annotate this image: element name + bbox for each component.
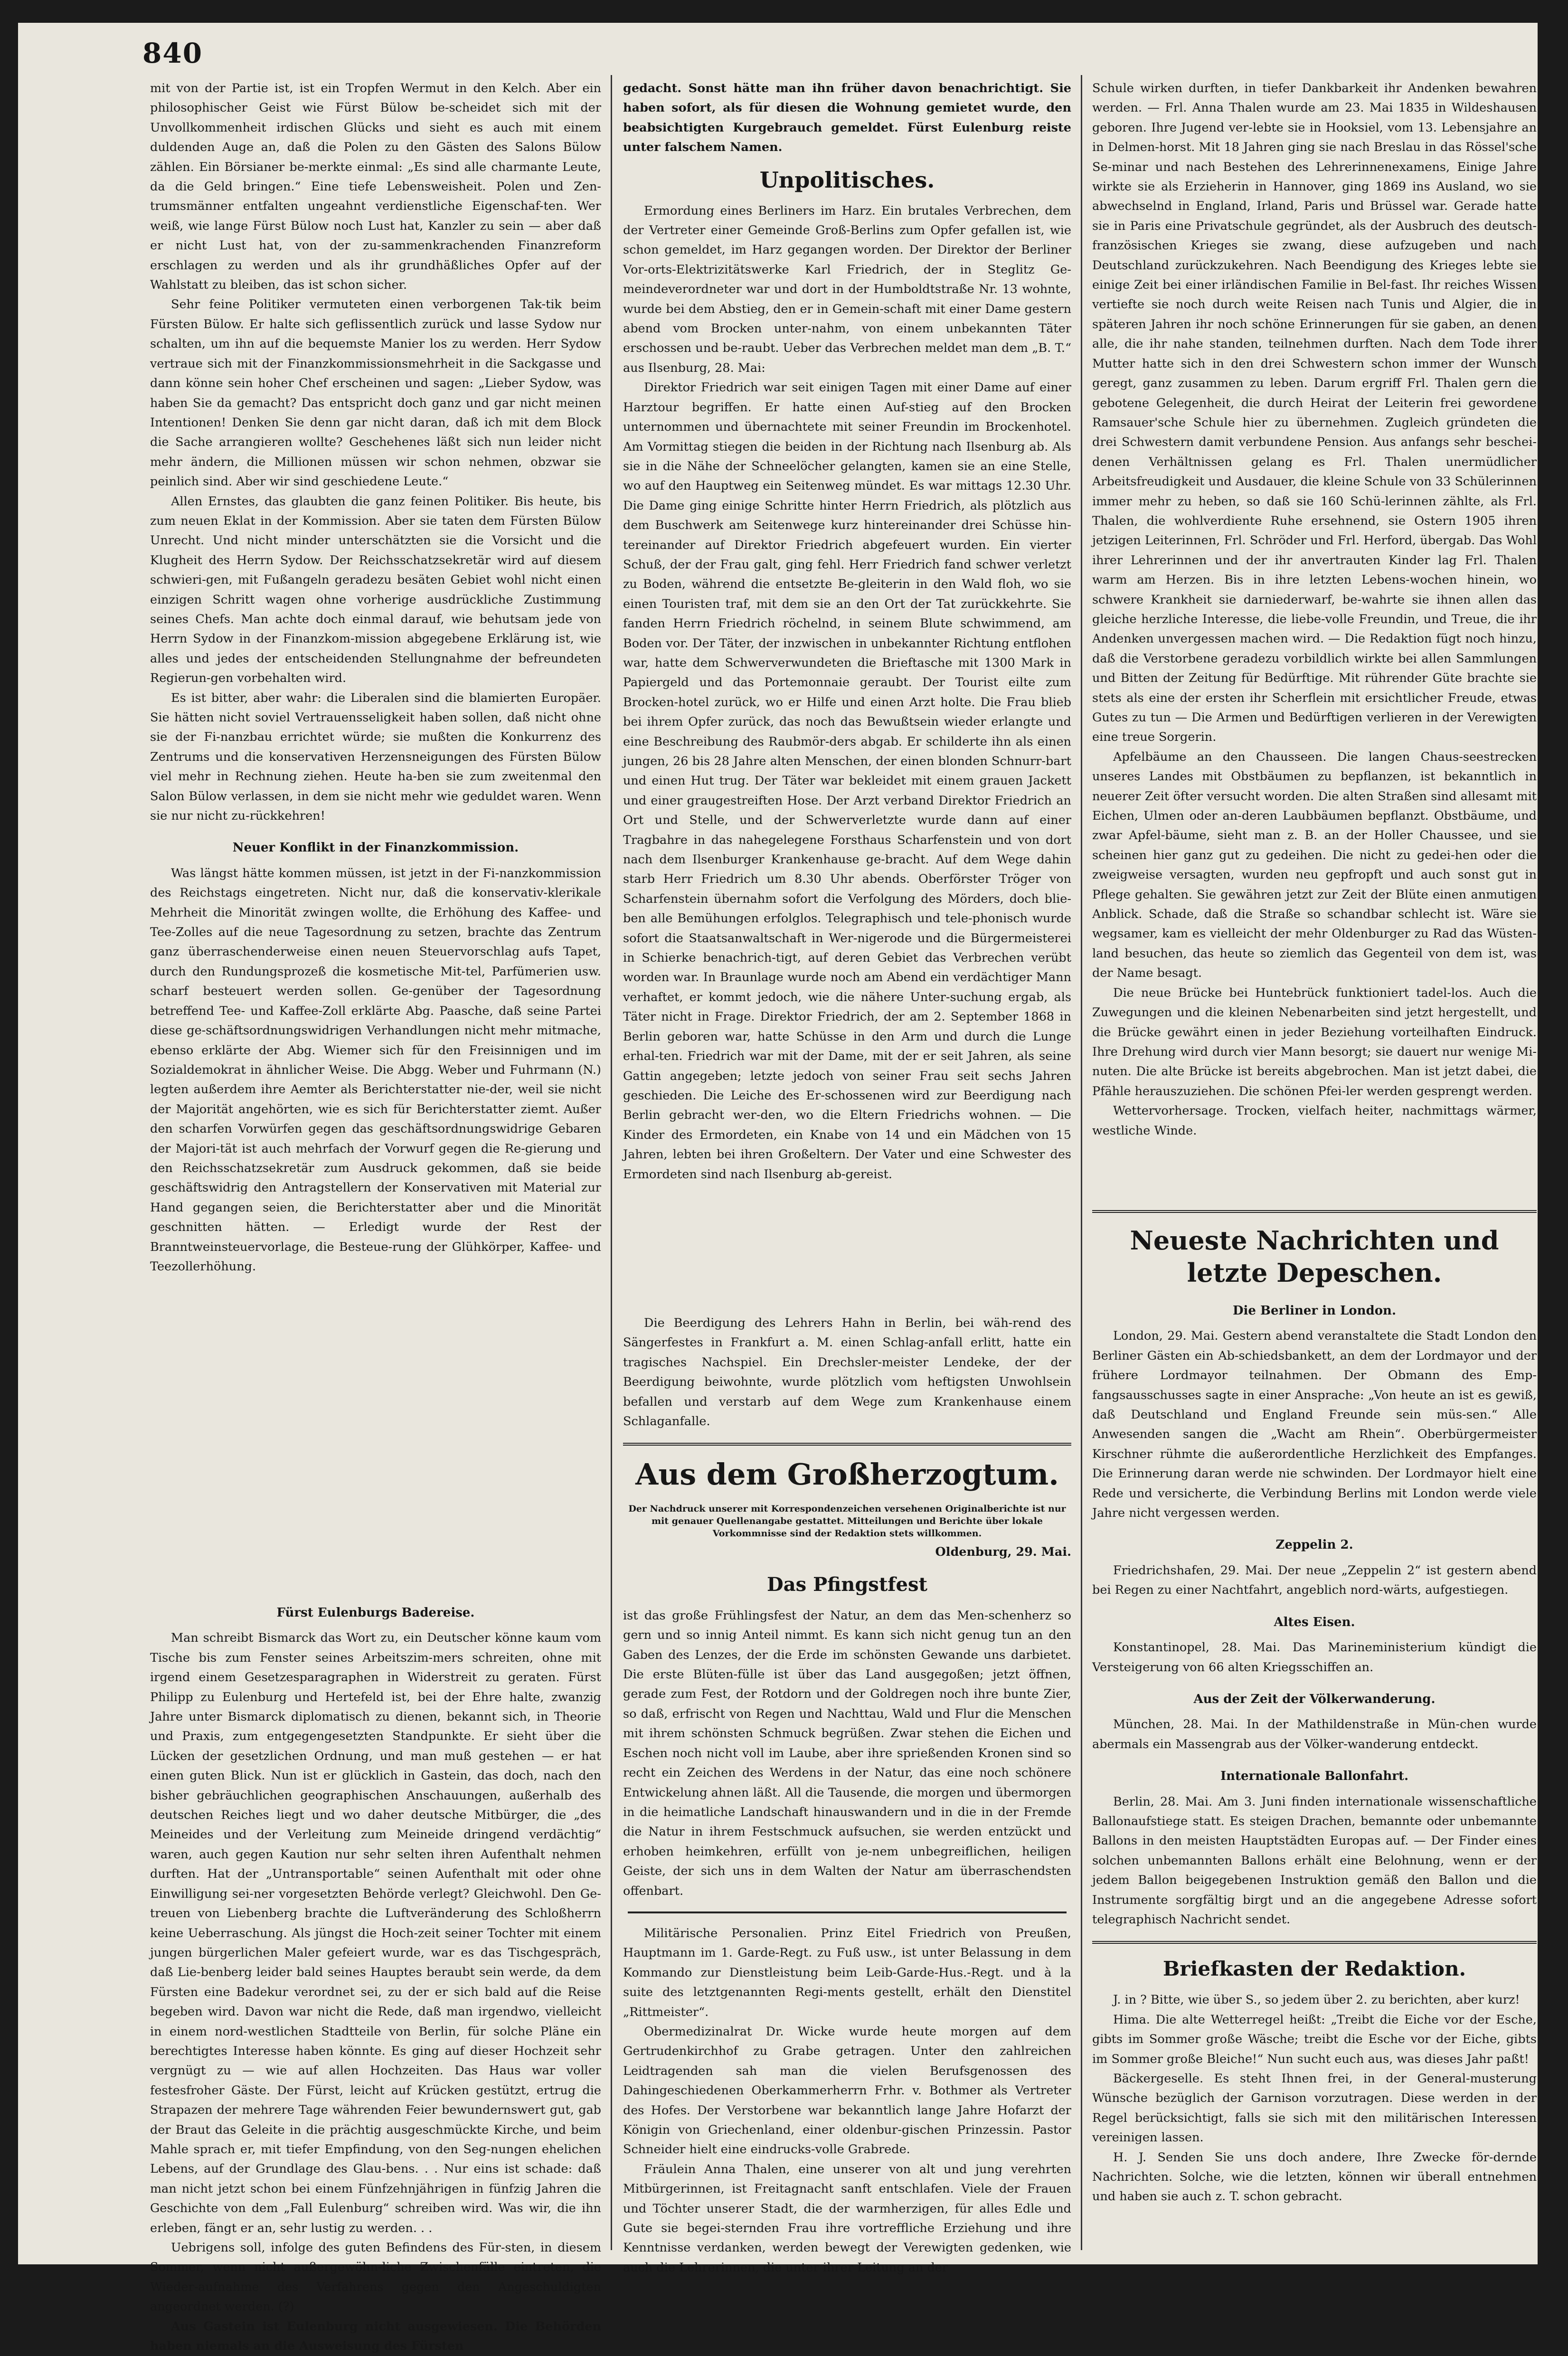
article-heading: Neuer Konflikt in der Finanzkommission. bbox=[232, 841, 519, 855]
paragraph: Konstantinopel, 28. Mai. Das Marineministerium kündigt die Versteigerung von 66 alten Kriegsschiffen an. bbox=[1092, 1640, 1537, 1675]
paragraph: Man schreibt Bismarck das Wort zu, ein Deutscher könne kaum vom Tische bis zum Fenster seines Arbeitszim-mers schreiten, ohne mit irgend einem Gesetzesparagraphen in Widerstreit zu geraten. Fürst Philipp zu Eulenburg und Hertefeld ist, bei der Ehre halte, zwanzig Jahre unter Bismarck diplomatisch zu dienen, bekannt sich, in Theorie und Praxis, zum entgegengesetzten Standpunkte. Er sieht über die Lücken der gesetzlichen Ordnung, und man muß gestehen — er hat einen guten Blick. Nun ist er glücklich in Gastein, das doch, nach den bisher gebräuchlichen geographischen Anschauungen, außerhalb des deutschen Reiches liegt und wo daher deutsche Mitbürger, die „des Meineides und der Verleitung zum Meineide dringend verdächtig“ waren, auch gegen Kaution nur sehr selten ihren Aufenthalt nehmen durften. Hat der „Untransportable“ seinen Aufenthalt mit oder ohne Einwilligung sei-ner vorgesetzten Behörde verlegt? Gleichwohl. Den Ge-treuen von Liebenberg brachte die Luftveränderung des Schloßherrn keine Ueberraschung. Als jüngst die Hoch-zeit seiner Tochter mit einem jungen bürgerlichen Maler gefeiert wurde, war es das Tischgespräch, daß Lie-benberg leider bald seines Hauptes beraubt sein werde, da dem Fürsten eine Badekur verordnet sei, zu der er sich bald auf die Reise begeben wird. Davon war nicht die Rede, daß man irgendwo, vielleicht in einem nord-westlichen Stadtteile von Berlin, für solche Pläne ein berechtigtes Interesse haben könnte. Es ging auf dieser Hochzeit sehr vergnügt zu — wie auf allen Hochzeiten. Das Haus war voller festesfroher Gäste. Der Fürst, leicht auf Krücken gestützt, ertrug die Strapazen der mehrere Tage währenden Feier bewundernswert gut, gab der Braut das Geleite in die prächtig ausgeschmückte Kirche, und beim Mahle sprach er, mit tiefer Empfindung, von den Seg-nungen ehelichen Lebens, auf der Grundlage des Glau-bens. . . Nur eins ist schade: daß man nicht jetzt schon bei einem Fünfzehnjährigen in fünfzig Jahren die Geschichte von dem „Fall Eulenburg“ schreiben wird. Was wir, die ihn erleben, fängt er an, sehr lustig zu werden. . . bbox=[150, 1631, 601, 2235]
paragraph: Ermordung eines Berliners im Harz. Ein brutales Verbrechen, dem der Vertreter einer Gemeinde Groß-Berlins zum Opfer gefallen ist, wie schon gemeldet, im Harz gegangen worden. Der Direktor der Berliner Vor-orts-Elektrizitätswerke Karl Friedrich, der in Steglitz Ge-meindeverordneter war und dort in der Humboldtstraße Nr. 13 wohnte, wurde bei dem Abstieg, den er in Gemein-schaft mit einer Dame gestern abend vom Brocken unter-nahm, von einem unbekannten Täter erschossen und be-raubt. Ueber das Verbrechen meldet man dem „B. T.“ aus Ilsenburg, 28. Mai: bbox=[623, 203, 1071, 375]
paragraph: Berlin, 28. Mai. Am 3. Juni finden internationale wissenschaftliche Ballonaufstiege statt. Es steigen Drachen, bemannte oder unbemannte Ballons in den meisten Hauptstädten Europas auf. — Der Finder eines solchen unbemannten Ballons erhält eine Belohnung, wenn er der jedem Ballon beigegebenen Instruktion gemäß den Ballon und die Instrumente sorgfältig birgt und an die angegebene Adresse sofort telegraphisch Nachricht sendet. bbox=[1092, 1794, 1537, 1927]
column-divider bbox=[1081, 75, 1082, 2250]
paragraph: Friedrichshafen, 29. Mai. Der neue „Zeppelin 2“ ist gestern abend bei Regen zu einer Nachtfahrt, angeblich nord-wärts, aufgestiegen. bbox=[1092, 1563, 1537, 1598]
page-number: 840 bbox=[142, 37, 203, 69]
reprint-notice: Der Nachdruck unserer mit Korrespondenzeichen versehenen Originalberichte ist nur mit genauer Quellenangabe gestattet. Mitteilungen und Berichte über lokale Vorkommnisse sind der Redaktion stets willkommen. bbox=[628, 1504, 1066, 1539]
column-three bbox=[1092, 79, 1537, 1210]
dateline: Oldenburg, 29. Mai. bbox=[935, 1545, 1071, 1560]
paragraph: Die neue Brücke bei Huntebrück funktioniert tadel-los. Auch die Zuwegungen und die kleinen Nebenarbeiten sind jetzt hergestellt, und die Brücke gewährt einen in jeder Beziehung vorteilhaften Eindruck. Ihre Drehung wird durch vier Mann besorgt; sie dauert nur wenige Mi-nuten. Die alte Brücke ist bereits abgebrochen. Man ist jetzt dabei, die Pfähle herauszuziehen. Die schönen Pfei-ler werden gesprengt werden. bbox=[1092, 985, 1537, 1098]
section-heading: Neueste Nachrichten und letzte Depeschen. bbox=[1130, 1225, 1499, 1288]
paragraph: Direktor Friedrich war seit einigen Tagen mit einer Dame auf einer Harztour begriffen. Er hatte einen Auf-stieg auf den Brocken unternommen und übernachtete mit seiner Freundin im Brockenhotel. Am Vormittag stiegen die beiden in der Richtung nach Ilsenburg ab. Als sie in die Nähe der Schneelöcher gelangten, kamen sie an eine Stelle, wo auf den Hauptweg ein Seitenweg mündet. Es war mittags 12.30 Uhr. Die Dame ging einige Schritte hinter Herrn Friedrich, als plötzlich aus dem Buschwerk am Seitenwege kurz hintereinander drei Schüsse hin-tereinander auf Direktor Friedrich abgefeuert wurden. Ein vierter Schuß, der der Frau galt, ging fehl. Herr Friedrich fand schwer verletzt zu Boden, während die entsetzte Be-gleiterin in den Wald floh, wo sie einen Touristen traf, mit dem sie an den Ort der Tat zurückkehrte. Sie fanden Herrn Friedrich röchelnd, in seinem Blute schwimmend, am Boden vor. Der Täter, der inzwischen in unbekannter Richtung entflohen war, hatte dem Schwerverwundeten die Brieftasche mit 1300 Mark in Papiergeld und das Portemonnaie geraubt. Der Tourist eilte zum Brocken-hotel zurück, wo er Hilfe und einen Arzt holte. Die Frau blieb bei ihrem Opfer zurück, das noch das Bewußtsein wieder erlangte und eine Beschreibung des Raubmör-ders abgab. Er schilderte ihn als einen jungen, 26 bis 28 Jahre alten Menschen, der einen blonden Schnurr-bart und einen Hut trug. Der Täter war bekleidet mit einem grauen Jackett und einer graugestreiften Hose. Der Arzt verband Direktor Friedrich an Ort und Stelle, und der Schwerverletzte wurde dann auf einer Tragbahre in das nahegelegene Forsthaus Scharfenstein und von dort nach dem Ilsenburger Krankenhause ge-bracht. Auf dem Wege dahin starb Herr Friedrich um 8.30 Uhr abends. Oberförster Tröger von Scharfenstein übernahm sofort die Verfolgung des Mörders, doch blie-ben alle Bemühungen erfolglos. Telegraphisch und tele-phonisch wurde sofort die Staatsanwaltschaft in Wer-nigerode und die Bürgermeisterei in Schierke benachrich-tigt, auf deren Gebiet das Verbrechen verübt worden war. In Braunlage wurde noch am Abend ein verdächtiger Mann verhaftet, er kommt jedoch, wie die nähere Unter-suchung ergab, als Täter nicht in Frage. Direktor Friedrich, der am 2. September 1868 in Berlin geboren war, hatte Schüsse in den Arm und durch die Lunge erhal-ten. Friedrich war mit der Dame, mit der er seit Jahren, als seine Gattin angegeben; letzte jedoch von seiner Frau seit sechs Jahren geschieden. Die Leiche des Er-schossenen wird zur Beerdigung nach Berlin gebracht wer-den, wo die Eltern Friedrichs wohnen. — Die Kinder des Ermordeten, ein Knabe von 14 und ein Mädchen von 15 Jahren, lebten bei ihren Großeltern. Der Vater und eine Schwester des Ermordeten sind nach Ilsenburg ab-gereist. bbox=[623, 380, 1071, 1182]
article-heading: Das Pfingstfest bbox=[767, 1573, 927, 1596]
news-subheading: Altes Eisen. bbox=[1274, 1615, 1355, 1629]
article-heading: Fürst Eulenburgs Badereise. bbox=[276, 1606, 475, 1620]
section-heading: Briefkasten der Redaktion. bbox=[1162, 1957, 1466, 1981]
paragraph: Es ist bitter, aber wahr: die Liberalen sind die blamierten Europäer. Sie hätten nicht soviel Vertrauensseligkeit haben sollen, daß nicht ohne sie der Fi-nanzbau errichtet würde; sie mußten die Konkurrenz des Zentrums und die konservativen Herzensneigungen des Fürsten Bülow viel mehr in Rechnung ziehen. Heute ha-ben sie zum zweitenmal den Salon Bülow verlassen, in dem sie nicht mehr wie geduldet waren. Wenn sie nur nicht zu-rückkehren! bbox=[150, 691, 601, 823]
column-two bbox=[623, 79, 1071, 1314]
section-heading: Unpolitisches. bbox=[759, 167, 935, 193]
news-subheading: Aus der Zeit der Völkerwanderung. bbox=[1193, 1692, 1436, 1706]
column-one-lower bbox=[150, 1603, 601, 2354]
section-heading: Aus dem Großherzogtum. bbox=[635, 1457, 1059, 1492]
paragraph: Aus Gastein ist Eulenburg nicht ausgewiesen. Die Behörden haben niemals an die Ausweisung des Fürsten bbox=[150, 2319, 601, 2354]
column-divider bbox=[611, 75, 612, 2250]
news-subheading: Internationale Ballonfahrt. bbox=[1220, 1769, 1409, 1784]
paragraph: Die Beerdigung des Lehrers Hahn in Berlin, bei wäh-rend des Sängerfestes in Frankfurt a. M. einen Schlag-anfall erlitt, hatte ein tragisches Nachspiel. Ein Drechsler-meister Lendeke, der der Beerdigung beiwohnte, wurde plötzlich vom heftigsten Unwohlsein befallen und verstarb auf dem Wege zum Krankenhause einem Schlaganfalle. bbox=[623, 1316, 1071, 1429]
column-one bbox=[150, 79, 601, 1603]
article-rule bbox=[628, 1911, 1067, 1913]
paragraph: Fräulein Anna Thalen, eine unserer von alt und jung verehrten Mitbürgerinnen, ist Freitagnacht sanft entschlafen. Viele der Frauen und Töchter unserer Stadt, die der warmherzigen, für alles Edle und Gute sie begei-sternden Frau ihre vortreffliche Erziehung und ihre Kenntnisse verdanken, werden bewegt der Verewigten gedenken, wie auch die Lehrerinnen, die unter ihrer Leitung an der bbox=[623, 2162, 1071, 2275]
paragraph: H. J. Senden Sie uns doch andere, Ihre Zwecke för-dernde Nachrichten. Solche, wie die letzten, können wir überall entnehmen und haben sie auch z. T. schon gebracht. bbox=[1092, 2150, 1537, 2204]
paragraph: Wettervorhersage. Trocken, vielfach heiter, nachmittags wärmer, westliche Winde. bbox=[1092, 1104, 1537, 1138]
paragraph: Apfelbäume an den Chausseen. Die langen Chaus-seestrecken unseres Landes mit Obstbäumen zu bepflanzen, ist bekanntlich in neuerer Zeit öfter versucht worden. Die alten Straßen sind allesamt mit Eichen, Ulmen oder an-deren Laubbäumen bepflanzt. Obstbäume, und zwar Apfel-bäume, sieht man z. B. an der Holler Chaussee, und sie scheinen hier ganz gut zu gedeihen. Die nicht zu gedei-hen oder die zweigweise versagten, wurden neu gepfropft und auch sonst gut in Pflege gehalten. Sie gewähren jetzt zur Zeit der Blüte einen anmutigen Anblick. Schade, daß die Straße so schandbar schlecht ist. Wäre sie wegsamer, kam es vielleicht der mehr Oldenburger zu Rad das Wüsten-land besuchen, das heute so ziemlich das Gegenteil von dem ist, was der Name besagt. bbox=[1092, 749, 1537, 981]
paragraph: Was längst hätte kommen müssen, ist jetzt in der Fi-nanzkommission des Reichstags eingetreten. Nicht nur, daß die konservativ-klerikale Mehrheit die Minorität zwingen wollte, die Erhöhung des Kaffee- und Tee-Zolles auf die neue Tagesordnung zu setzen, brachte das Zentrum ganz überraschenderweise einen neuen Steuervorschlag aufs Tapet, durch den Rundungsprozeß die kosmetische Mit-tel, Parfümerien usw. scharf besteuert werden sollen. Ge-genüber der Tagesordnung betreffend Tee- und Kaffee-Zoll erklärte Abg. Paasche, daß seine Partei diese ge-schäftsordnungswidrigen Verhandlungen nicht mehr mitmache, ebenso erklärte der Abg. Wiemer sich für den Freisinnigen und im Sozialdemokrat in ähnlicher Weise. Die Abgg. Weber und Fuhrmann (N.) legten außerdem ihre Aemter als Berichterstatter nie-der, weil sie nicht der Majorität angehörten, wie es sich für Berichterstatter ziemt. Außer den scharfen Vorwürfen gegen das geschäftsordnungswidrige Gebaren der Majori-tät ist auch mehrfach der Vorwurf gegen die Re-gierung und den Reichsschatzsekretär zum Ausdruck gekommen, daß sie beide geschäftswidrig den Antragstellern der Konservativen mit Material zur Hand gegangen seien, die Berichterstatter aber und die Minorität geschnitten hätten. — Erledigt wurde der Rest der Branntweinsteuervorlage, die Besteue-rung der Glühkörper, Kaffee- und Teezollerhöhung. bbox=[150, 866, 601, 1274]
column-three-lower bbox=[1092, 1210, 1537, 2255]
paragraph: Hima. Die alte Wetterregel heißt: „Treibt die Eiche vor der Esche, gibts im Sommer große Wäsche; treibt die Esche vor der Eiche, gibts im Sommer große Bleiche!“ Nun sucht euch aus, was dieses Jahr paßt! bbox=[1092, 2012, 1537, 2066]
newspaper-page bbox=[18, 23, 1538, 2354]
news-subheading: Zeppelin 2. bbox=[1275, 1538, 1353, 1552]
paragraph: Bäckergeselle. Es steht Ihnen frei, in der General-musterung Wünsche bezüglich der Garnison vorzutragen. Diese werden in der Regel berücksichtigt, falls sie sich mit den militärischen Interessen vereinigen lassen. bbox=[1092, 2072, 1537, 2145]
paragraph: mit von der Partie ist, ist ein Tropfen Wermut in den Kelch. Aber ein philosophischer Geist wie Fürst Bülow be-scheidet sich mit der Unvollkommenheit irdischen Glücks und sieht es auch mit einem duldenden Auge an, daß die Polen zu den Gästen des Salons Bülow zählen. Ein Börsianer be-merkte einmal: „Es sind alle charmante Leute, da die Geld bringen.“ Eine tiefe Lebensweisheit. Polen und Zen-trumsmänner entfalten ungeahnt verdienstliche Eigenschaf-ten. Wer weiß, wie lange Fürst Bülow noch Lust hat, Kanzler zu sein — aber daß er nicht Lust hat, von der zu-sammenkrachenden Finanzreform erschlagen zu werden und als ihr grundhäßliches Opfer auf der Wahlstatt zu bleiben, das ist schon sicher. bbox=[150, 81, 601, 293]
column-two-lower bbox=[623, 1314, 1071, 2275]
paragraph: Obermedizinalrat Dr. Wicke wurde heute morgen auf dem Gertrudenkirchhof zu Grabe getragen. Unter den zahlreichen Leidtragenden sah man die vielen Berufsgenossen des Dahingeschiedenen Oberkammerherrn Frhr. v. Bothmer als Vertreter des Hofes. Der Verstorbene war bekanntlich lange Jahre Hofarzt der Königin von Griechenland, einer oldenbur-gischen Prinzessin. Pastor Schneider hielt eine eindrucks-volle Grabrede. bbox=[623, 2024, 1071, 2157]
paragraph: München, 28. Mai. In der Mathildenstraße in Mün-chen wurde abermals ein Massengrab aus der Völker-wanderung entdeckt. bbox=[1092, 1717, 1537, 1751]
paragraph: gedacht. Sonst hätte man ihn früher davon benachrichtigt. Sie haben sofort, als für diesen die Wohnung gemietet wurde, den beabsichtigten Kurgebrauch gemeldet. Fürst Eulenburg reiste unter falschem Namen. bbox=[623, 81, 1071, 155]
paragraph: Schule wirken durften, in tiefer Dankbarkeit ihr Andenken bewahren werden. — Frl. Anna Thalen wurde am 23. Mai 1835 in Wildeshausen geboren. Ihre Jugend ver-lebte sie in Hooksiel, vom 13. Lebensjahre an in Delmen-horst. Mit 18 Jahren ging sie nach Breslau in das Rössel'sche Se-minar und nach Bestehen des Lehrerinnenexamens, Einige Jahre wirkte sie als Erzieherin in Hannover, ging 1869 ins Ausland, wo sie abwechselnd in England, Irland, Paris und Brüssel war. Gerade hatte sie in Paris eine Privatschule gegründet, als der Ausbruch des deutsch-französischen Krieges sie zwang, diese aufzugeben und nach Deutschland zurückzukehren. Nach Beendigung des Krieges lebte sie einige Zeit bei einer irländischen Familie in Bel-fast. Ihr reiches Wissen vertiefte sie noch durch weite Reisen nach Tunis und Algier, die in späteren Jahren ihr noch schöne Erinnerungen für sie gaben, an denen alle, die ihr nahe standen, teilnehmen durften. Nach dem Tode ihrer Mutter hatte sich in den drei Schwestern schon immer der Wunsch geregt, ganz zusammen zu leben. Darum ergriff Frl. Thalen gern die gebotene Gelegenheit, die durch Heirat der Leiterin frei gewordene Ramsauer'sche Schule hier zu übernehmen. Zugleich gründeten die drei Schwestern damit verbundene Pension. Aus anfangs sehr beschei-denen Verhältnissen gelang es Frl. Thalen unermüdlicher Arbeitsfreudigkeit und Ausdauer, die kleine Schule von 33 Schülerinnen immer mehr zu heben, so daß sie 160 Schü-lerinnen zählte, als Frl. Thalen, die wohlverdiente Ruhe ersehnend, sie Ostern 1905 ihren jetzigen Leiterinnen, Frl. Schröder und Frl. Herford, übergab. Das Wohl ihrer Lehrerinnen und der ihr anvertrauten Kinder lag Frl. Thalen warm am Herzen. Bis in ihre letzten Lebens-wochen hinein, wo schwere Krankheit sie darniederwarf, be-wahrte sie ihnen allen das gleiche herzliche Interesse, die liebe-volle Freundin, und Treue, die ihr Andenken unvergessen machen wird. — Die Redaktion fügt noch hinzu, daß die Verstorbene geradezu vorbildlich wirkte bei allen Sammlungen und Bitten der Zeitung für Bedürftige. Mit rührender Güte brachte sie stets als eine der ersten ihr Scherflein mit ersichtlicher Freude, etwas Gutes zu tun — Die Armen und Bedürftigen verlieren in der Verewigten eine treue Sorgerin. bbox=[1092, 81, 1537, 745]
section-rule bbox=[623, 1443, 1071, 1446]
section-rule bbox=[1092, 1210, 1537, 1213]
paragraph: Militärische Personalien. Prinz Eitel Friedrich von Preußen, Hauptmann im 1. Garde-Regt. zu Fuß usw., ist unter Belassung in dem Kommando zur Dienstleistung beim Leib-Garde-Hus.-Regt. und à la suite des letztgenannten Regi-ments gestellt, erhält den Dienstitel „Rittmeister“. bbox=[623, 1926, 1071, 2019]
paragraph: Sehr feine Politiker vermuteten einen verborgenen Tak-tik beim Fürsten Bülow. Er halte sich geflissentlich zurück und lasse Sydow nur schalten, um ihn auf die bequemste Manier los zu werden. Herr Sydow vertraue sich mit der Finanzkommissionsmehrheit in die Sackgasse und dann könne sein hoher Chef erscheinen und sagen: „Lieber Sydow, was haben Sie da gemacht? Das entspricht doch ganz und gar nicht meinen Intentionen! Denken Sie denn gar nicht daran, daß ich mit dem Block die Sache arrangieren wollte? Geschehenes läßt sich nun leider nicht mehr ändern, die Millionen müssen wir schon nehmen, obzwar sie peinlich sind. Aber wir sind geschiedene Leute.“ bbox=[150, 297, 601, 489]
news-subheading: Die Berliner in London. bbox=[1232, 1304, 1397, 1318]
paragraph: Uebrigens soll, infolge des guten Befindens des Für-sten, in diesem Sommer, wenn nicht außergewöhn-liche Zwischenfälle eintreten, die Wieder-aufnahme des Verfahrens gegen den Angeschuldigten angeordnet werden. (?) bbox=[150, 2241, 601, 2314]
paragraph: London, 29. Mai. Gestern abend veranstaltete die Stadt London den Berliner Gästen ein Ab-schiedsbankett, an dem der Lordmayor und der frühere Lordmayor teilnahmen. Der Obmann des Emp-fangsausschusses sagte in einer Ansprache: „Von heute an ist es gewiß, daß Deutschland und England Freunde sein müs-sen.“ Alle Anwesenden sangen die „Wacht am Rhein“. Oberbürgermeister Kirschner rühmte die außerordentliche Herzlichkeit des Empfanges. Die Erinnerung daran werde nie schwinden. Der Lordmayor hielt eine Rede und versicherte, die Verbindung Berlins mit London werde viele Jahre nicht vergessen werden. bbox=[1092, 1329, 1537, 1521]
section-rule bbox=[1092, 1941, 1537, 1944]
paragraph: Allen Ernstes, das glaubten die ganz feinen Politiker. Bis heute, bis zum neuen Eklat in der Kommission. Aber sie taten dem Fürsten Bülow Unrecht. Und nicht minder unterschätzten sie die Vorsicht und die Klugheit des Herrn Sydow. Der Reichsschatzsekretär wird auf diesem schwieri-gen, mit Fußangeln geradezu besäten Gebiet wohl nicht einen einzigen Schritt wagen ohne vorherige ausdrückliche Zustimmung seines Chefs. Man achte doch einmal darauf, wie behutsam jede von Herrn Sydow in der Finanzkom-mission abgegebene Erklärung ist, wie alles und jedes der entscheidenden Stellungnahme der befreundeten Regierun-gen vorbehalten wird. bbox=[150, 494, 601, 686]
paragraph: J. in ? Bitte, wie über S., so jedem über 2. zu berichten, aber kurz! bbox=[1113, 1993, 1520, 2007]
paragraph: ist das große Frühlingsfest der Natur, an dem das Men-schenherz so gern und so innig Anteil nimmt. Es kann sich nicht genug tun an den Gaben des Lenzes, der die Erde im schönsten Gewande uns darbietet. Die erste Blüten-fülle ist über das Land ausgegoßen; jetzt öffnen, gerade zum Fest, der Rotdorn und der Goldregen noch ihre bunte Zier, so daß, erfrischt von Regen und Nachttau, Wald und Flur die Menschen mit ihrem schönsten Schmuck begrüßen. Zwar stehen die Eichen und Eschen noch nicht voll im Laube, aber ihre sprießenden Kronen sind so recht ein Zeichen des Werdens in der Natur, das eine noch schönere Entwickelung ahnen läßt. All die Tausende, die morgen und übermorgen in die heimatliche Landschaft hinauswandern und in die in der Fremde die Natur in ihrem Festschmuck aufsuchen, sie werden entzückt und erhoben heimkehren, erfüllt von je-nem unbegreiflichen, heiligen Geiste, der sich uns in dem Walten der Natur am überraschendsten offenbart. bbox=[623, 1608, 1071, 1898]
